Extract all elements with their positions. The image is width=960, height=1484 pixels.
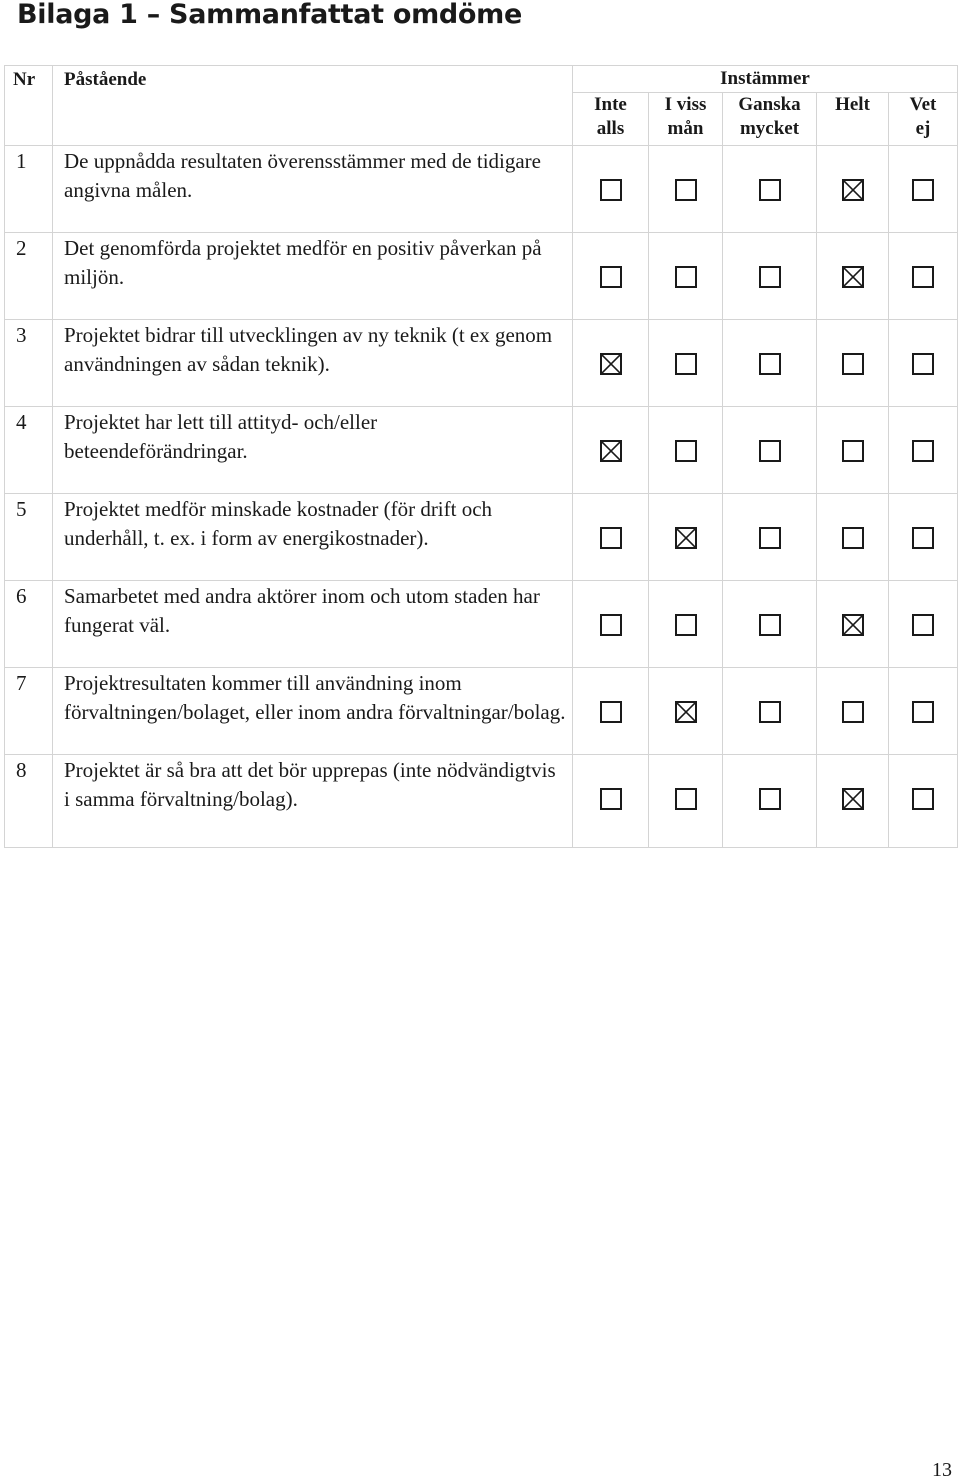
checkbox-inte-alls[interactable] <box>600 440 622 462</box>
checkbox-helt[interactable] <box>842 440 864 462</box>
checkbox-vet-ej[interactable] <box>912 179 934 201</box>
row-statement: Projektet medför minskade kostnader (för drift och underhåll, t. ex. i form av energikostnader). <box>53 494 573 581</box>
table-row <box>5 233 958 320</box>
checkbox-i-viss-man[interactable] <box>675 527 697 549</box>
header-option-line: alls <box>596 118 625 139</box>
row-statement: Projektet är så bra att det bör upprepas (inte nödvändigtvis i samma förvaltning/bolag). <box>53 755 573 848</box>
checkbox-vet-ej[interactable] <box>912 266 934 288</box>
row-number: 8 <box>5 755 53 848</box>
table-row <box>5 407 958 494</box>
checkbox-vet-ej[interactable] <box>912 440 934 462</box>
checkbox-helt[interactable] <box>842 788 864 810</box>
row-number: 5 <box>5 494 53 581</box>
page-number: 13 <box>932 1459 952 1481</box>
header-option-line: I viss <box>664 94 707 115</box>
header-nr: Nr <box>5 66 53 146</box>
checkbox-ganska-mycket[interactable] <box>759 614 781 636</box>
header-option-line: Helt <box>835 94 870 115</box>
table-row <box>5 581 958 668</box>
checkbox-vet-ej[interactable] <box>912 353 934 375</box>
row-number: 3 <box>5 320 53 407</box>
table-row <box>5 755 958 848</box>
table-row <box>5 146 958 233</box>
checkbox-i-viss-man[interactable] <box>675 701 697 723</box>
table-body <box>5 146 958 848</box>
checkbox-ganska-mycket[interactable] <box>759 527 781 549</box>
row-statement: De uppnådda resultaten överensstämmer med de tidigare angivna målen. <box>53 146 573 233</box>
table-row <box>5 494 958 581</box>
row-number: 7 <box>5 668 53 755</box>
checkbox-i-viss-man[interactable] <box>675 788 697 810</box>
header-option-vet-ej <box>889 93 958 146</box>
header-option-helt <box>817 93 889 146</box>
checkbox-i-viss-man[interactable] <box>675 266 697 288</box>
row-statement: Projektresultaten kommer till användning inom förvaltningen/bolaget, eller inom andra förvaltningar/bolag. <box>53 668 573 755</box>
header-option-i-viss-man <box>649 93 723 146</box>
checkbox-vet-ej[interactable] <box>912 527 934 549</box>
header-option-ganska-mycket <box>723 93 817 146</box>
checkbox-ganska-mycket[interactable] <box>759 266 781 288</box>
checkbox-i-viss-man[interactable] <box>675 440 697 462</box>
checkbox-ganska-mycket[interactable] <box>759 353 781 375</box>
checkbox-helt[interactable] <box>842 614 864 636</box>
checkbox-vet-ej[interactable] <box>912 788 934 810</box>
header-option-line: Inte <box>594 94 627 115</box>
header-option-inte-alls <box>573 93 649 146</box>
checkbox-inte-alls[interactable] <box>600 179 622 201</box>
row-statement: Projektet har lett till attityd- och/eller beteendeförändringar. <box>53 407 573 494</box>
checkbox-helt[interactable] <box>842 179 864 201</box>
assessment-table <box>4 65 958 848</box>
checkbox-inte-alls[interactable] <box>600 266 622 288</box>
header-option-line: mån <box>667 118 704 139</box>
checkbox-inte-alls[interactable] <box>600 353 622 375</box>
row-number: 1 <box>5 146 53 233</box>
checkbox-helt[interactable] <box>842 266 864 288</box>
checkbox-ganska-mycket[interactable] <box>759 440 781 462</box>
checkbox-i-viss-man[interactable] <box>675 179 697 201</box>
checkbox-vet-ej[interactable] <box>912 701 934 723</box>
checkbox-inte-alls[interactable] <box>600 527 622 549</box>
row-statement: Det genomförda projektet medför en positiv påverkan på miljön. <box>53 233 573 320</box>
checkbox-inte-alls[interactable] <box>600 614 622 636</box>
header-option-line: Vet <box>909 94 937 115</box>
header-option-line: Ganska <box>738 94 801 115</box>
checkbox-vet-ej[interactable] <box>912 614 934 636</box>
row-statement: Samarbetet med andra aktörer inom och utom staden har fungerat väl. <box>53 581 573 668</box>
row-number: 4 <box>5 407 53 494</box>
row-number: 6 <box>5 581 53 668</box>
checkbox-ganska-mycket[interactable] <box>759 788 781 810</box>
header-option-line: ej <box>915 118 931 139</box>
row-number: 2 <box>5 233 53 320</box>
checkbox-ganska-mycket[interactable] <box>759 179 781 201</box>
checkbox-helt[interactable] <box>842 701 864 723</box>
header-agreement-group: Instämmer <box>573 66 958 93</box>
header-statement: Påstående <box>53 66 573 146</box>
checkbox-helt[interactable] <box>842 353 864 375</box>
checkbox-i-viss-man[interactable] <box>675 614 697 636</box>
checkbox-helt[interactable] <box>842 527 864 549</box>
table-row <box>5 668 958 755</box>
table-row <box>5 320 958 407</box>
checkbox-ganska-mycket[interactable] <box>759 701 781 723</box>
checkbox-inte-alls[interactable] <box>600 788 622 810</box>
checkbox-inte-alls[interactable] <box>600 701 622 723</box>
row-statement: Projektet bidrar till utvecklingen av ny teknik (t ex genom användningen av sådan teknik). <box>53 320 573 407</box>
header-option-line: mycket <box>739 118 800 139</box>
page-title: Bilaga 1 – Sammanfattat omdöme <box>17 0 523 30</box>
checkbox-i-viss-man[interactable] <box>675 353 697 375</box>
